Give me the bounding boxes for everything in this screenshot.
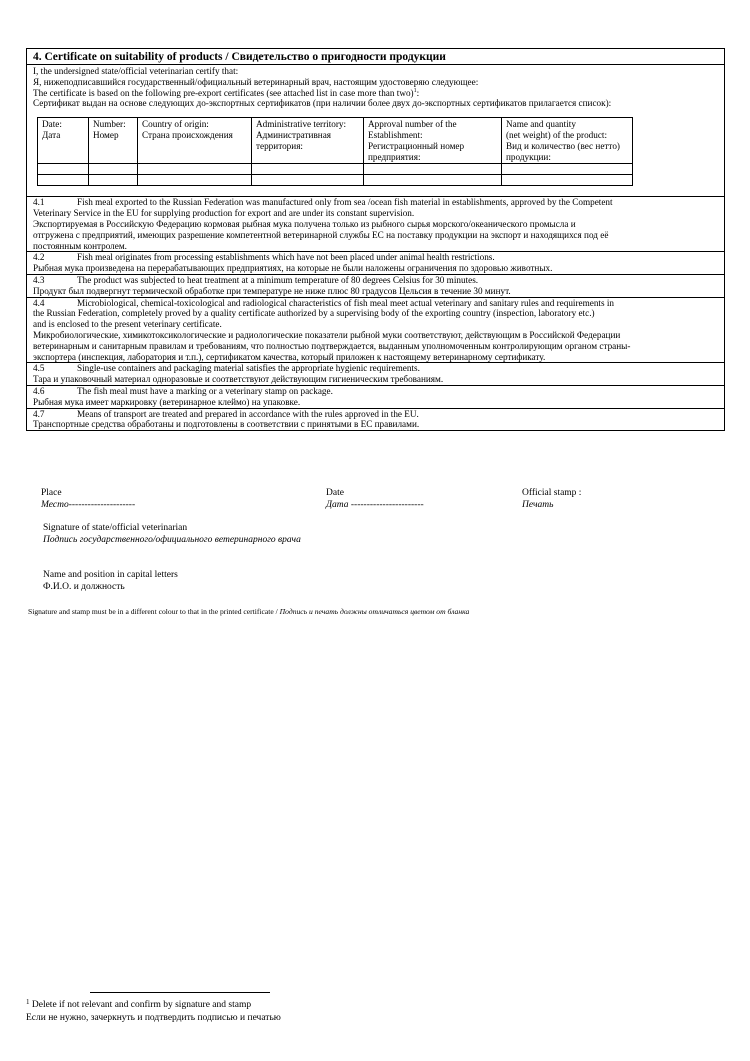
section-text-en: 4.5 Single-use containers and packaging material satisfies the appropriate hygienic requirements. bbox=[33, 363, 420, 374]
table-row bbox=[38, 164, 633, 175]
header-country-of-origin: Country of origin: Страна происхождения bbox=[138, 118, 252, 164]
table-cell[interactable] bbox=[252, 175, 364, 186]
section-text-ru: Транспортные средства обработаны и подготовлены в соответствии с принятыми в ЕС правилами. bbox=[33, 419, 420, 430]
colour-note: Signature and stamp must be in a different colour to that in the printed certificate / Подпись и печать должны отличаться цветом от бланка bbox=[28, 607, 470, 616]
section-number: 4.2 bbox=[33, 252, 45, 263]
table-cell[interactable] bbox=[138, 175, 252, 186]
header-name-and-quantity: Name and quantity (net weight) of the product: Вид и количество (вес нетто) продукции: bbox=[502, 118, 633, 164]
signature-label: Signature of state/official veterinarian bbox=[43, 523, 188, 533]
footnote-text-ru: Если не нужно, зачеркнуть и подтвердить подписью и печатью bbox=[26, 1013, 281, 1023]
footnote-mark: 1 bbox=[26, 998, 30, 1006]
name-position-label: Name and position in capital letters bbox=[43, 570, 178, 580]
table-cell[interactable] bbox=[89, 175, 138, 186]
stamp-field[interactable]: Печать bbox=[522, 500, 554, 510]
intro-line-en: I, the undersigned state/official veterinarian certify that: bbox=[33, 66, 239, 76]
table-header-row bbox=[38, 118, 633, 164]
table-cell[interactable] bbox=[502, 164, 633, 175]
section-text-ru: Рыбная мука имеет маркировку (ветеринарное клеймо) на упаковке. bbox=[33, 396, 301, 407]
section-4-2 bbox=[27, 251, 724, 274]
section-text-ru: ветеринарным и санитарным правилам и требованиям, что полностью подтверждается, выданным уполномоченным контролирующим органом страны- bbox=[33, 340, 631, 351]
intro-block bbox=[27, 65, 724, 109]
place-label: Place bbox=[41, 488, 62, 498]
section-text-en: 4.3 The product was subjected to heat treatment at a minimum temperature of 80 degrees Celsius for 30 minutes. bbox=[33, 274, 479, 285]
section-text-en: 4.2 Fish meal originates from processing establishments which have not been placed under animal health restrictions. bbox=[33, 252, 495, 263]
table-cell[interactable] bbox=[502, 175, 633, 186]
table-cell[interactable] bbox=[364, 175, 502, 186]
section-text-ru: Экспортируемая в Российскую Федерацию кормовая рыбная мука получена только из рыбного сырья морского/океанического промысла и bbox=[33, 218, 576, 229]
table-cell[interactable] bbox=[138, 164, 252, 175]
header-approval-number: Approval number of the Establishment: Регистрационный номер предприятия: bbox=[364, 118, 502, 164]
certification-sections bbox=[27, 196, 724, 430]
table-row bbox=[38, 175, 633, 186]
certificate-frame bbox=[26, 48, 725, 431]
header-administrative-territory: Administrative territory: Административная территория: bbox=[252, 118, 364, 164]
signature-field[interactable]: Подпись государственного/официального ветеринарного врача bbox=[43, 535, 301, 545]
header-number: Number: Номер bbox=[89, 118, 138, 164]
pre-export-table-wrap bbox=[27, 109, 724, 196]
section-text-en: the Russian Federation, completely proved by a quality certificate authorized by a supervising body of the exporting country (inspection, laboratory etc.) bbox=[33, 308, 595, 319]
intro-basis-en: The certificate is based on the following pre-export certificates (see attached list in case more than two)$^1$: bbox=[33, 87, 420, 98]
section-4-3 bbox=[27, 274, 724, 297]
name-position-field[interactable]: Ф.И.О. и должность bbox=[43, 582, 125, 592]
section-number: 4.4 bbox=[33, 297, 45, 308]
section-number: 4.6 bbox=[33, 385, 45, 396]
date-label: Date bbox=[326, 488, 344, 498]
table-cell[interactable] bbox=[38, 164, 89, 175]
footnote-text-en: Delete if not relevant and confirm by signature and stamp bbox=[31, 1000, 252, 1010]
intro-line-ru: Я, нижеподписавшийся государственный/официальный ветеринарный врач, настоящим удостоверяю следующее: bbox=[33, 76, 479, 87]
footnote-ref: 1 bbox=[413, 87, 417, 94]
section-text-ru: Микробиологические, химикотоксикологические и радиологические показатели рыбной муки соответствуют, действующим в Российской Федерации bbox=[33, 329, 621, 340]
table-cell[interactable] bbox=[89, 164, 138, 175]
table-cell[interactable] bbox=[38, 175, 89, 186]
section-text-ru: Тара и упаковочный материал одноразовые и соответствуют действующим гигиеническим требованиям. bbox=[33, 374, 444, 385]
section-number: 4.1 bbox=[33, 197, 45, 208]
table-cell[interactable] bbox=[364, 164, 502, 175]
date-field[interactable]: Дата ----------------------- bbox=[326, 500, 424, 510]
section-text-en: Veterinary Service in the EU for supplying production for export and are under its constant supervision. bbox=[33, 208, 415, 219]
section-text-ru: отгружена с предприятий, имеющих разрешение компетентной ветеринарной службы ЕС на поставку продукции на экспорт и находящихся под её bbox=[33, 229, 609, 240]
header-date: Date: Дата bbox=[38, 118, 89, 164]
section-text-en: and is enclosed to the present veterinary certificate. bbox=[33, 319, 222, 330]
section-text-ru: экспортера (инспекция, лаборатория и т.п.), сертификатом качества, который приложен к настоящему ветеринарному сертификату. bbox=[33, 351, 546, 362]
section-text-en: 4.4 Microbiological, chemical-toxicological and radiological characteristics of fish meal meet actual veterinary and sanitary rules and requirements in bbox=[33, 297, 615, 308]
footnote bbox=[26, 999, 281, 1025]
section-number: 4.7 bbox=[33, 408, 45, 419]
table-cell[interactable] bbox=[252, 164, 364, 175]
section-text-en: 4.1 Fish meal exported to the Russian Federation was manufactured only from sea /ocean fish material in establishments, approved by the Competent bbox=[33, 197, 613, 208]
section-text-ru: Рыбная мука произведена на перерабатывающих предприятиях, на которые не были наложены ограничения по здоровью животных. bbox=[33, 263, 553, 274]
section-4-4 bbox=[27, 297, 724, 363]
section-text-ru: Продукт был подвергнут термической обработке при температуре не ниже плюс 80 градусов Цельсия в течение 30 минут. bbox=[33, 285, 511, 296]
pre-export-certificates-table bbox=[37, 117, 633, 186]
section-number: 4.3 bbox=[33, 274, 45, 285]
certificate-title: 4. Certificate on suitability of products / Свидетельство о пригодности продукции bbox=[27, 49, 724, 65]
section-text-en: 4.6 The fish meal must have a marking or a veterinary stamp on package. bbox=[33, 385, 333, 396]
section-text-en: 4.7 Means of transport are treated and prepared in accordance with the rules approved in the EU. bbox=[33, 408, 419, 419]
section-number: 4.5 bbox=[33, 363, 45, 374]
intro-basis-ru: Сертификат выдан на основе следующих до-экспортных сертификатов (при наличии более двух до-экспортных сертификатов прилагается список): bbox=[33, 98, 612, 109]
section-4-1 bbox=[27, 196, 724, 251]
section-4-6 bbox=[27, 385, 724, 408]
section-4-7 bbox=[27, 408, 724, 431]
section-text-ru: постоянным контролем. bbox=[33, 240, 127, 251]
section-4-5 bbox=[27, 362, 724, 385]
official-stamp-label: Official stamp : bbox=[522, 488, 582, 498]
place-field[interactable]: Место--------------------- bbox=[41, 500, 136, 510]
footnote-divider bbox=[90, 992, 270, 993]
